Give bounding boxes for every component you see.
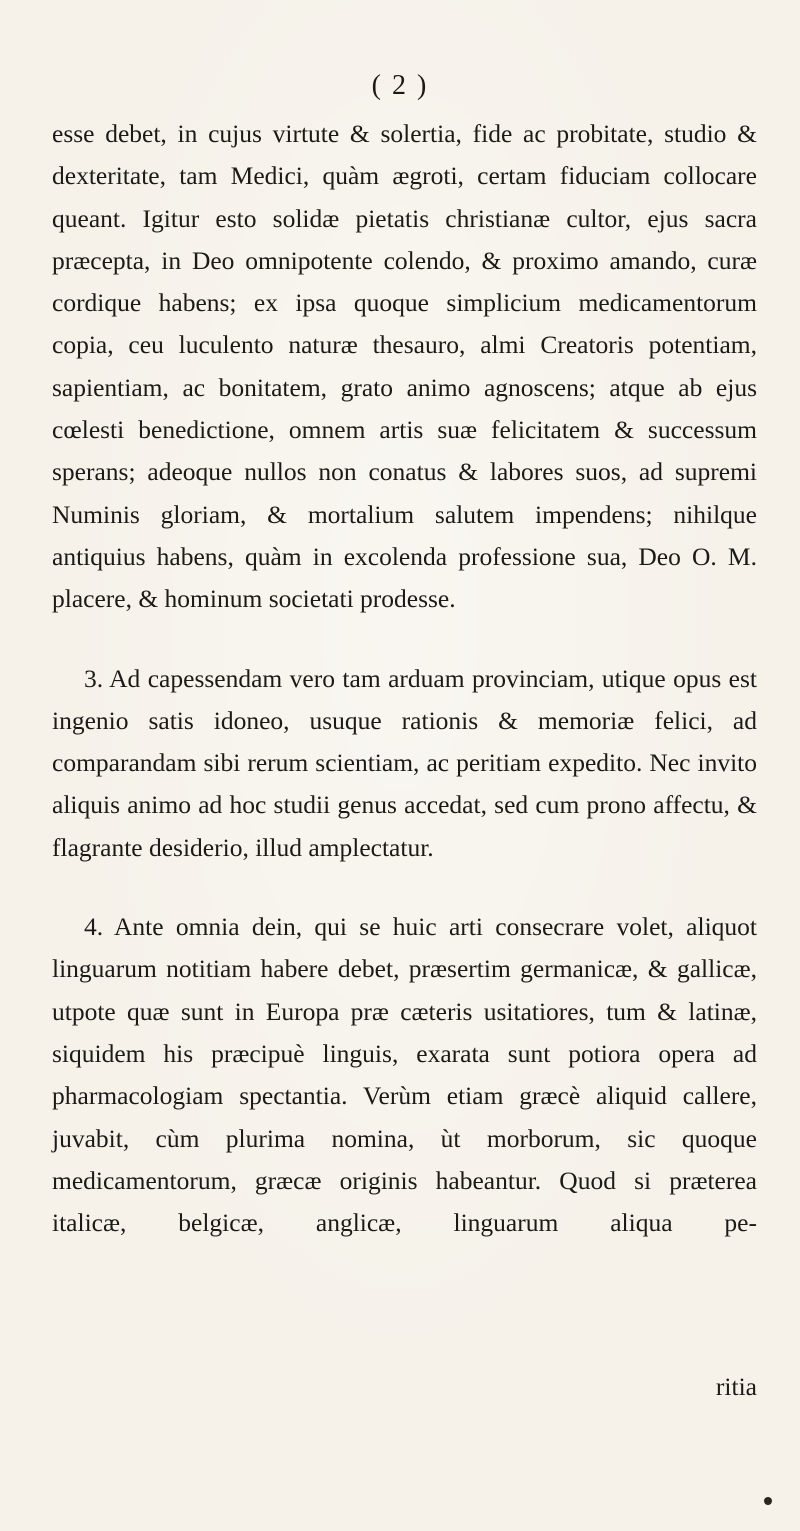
paragraph-continuation: esse debet, in cujus virtute & solertia, fide ac probitate, studio & dexteritate, tam Medici, quàm ægroti, certam fiduciam collocare queant. Igitur esto solidæ pietatis christianæ cultor, ejus sacra præcepta, in Deo omnipotente colendo, & proximo amando, curæ cordique habens; ex ipsa quoque simplicium medicamentorum copia, ceu luculento naturæ thesauro, almi Creatoris potentiam, sapientiam, ac bonitatem, grato animo agnoscens; atque ab ejus cœlesti benedictione, omnem artis suæ felicitatem & successum sperans; adeoque nullos non conatus & labores suos, ad supremi Numinis gloriam, & mortalium salutem impendens; nihilque antiquius habens, quàm in excolenda professione sua, Deo O. M. placere, & hominum societati prodesse.: [52, 119, 757, 614]
paragraph-gap: [52, 869, 757, 906]
body-text: [52, 113, 757, 1244]
paragraph-4: 4. Ante omnia dein, qui se huic arti consecrare volet, aliquot linguarum notitiam habere debet, præsertim germanicæ, & gallicæ, utpote quæ sunt in Europa præ cæteris usitatiores, tum & latinæ, siquidem his præcipuè linguis, exarata sunt potiora opera ad pharmacologiam spectantia. Verùm etiam græcè aliquid callere, juvabit, cùm plurima nomina, ùt morborum, sic quoque medicamentorum, græcæ originis habeantur. Quod si præterea italicæ, belgicæ, anglicæ, linguarum aliqua pe-: [52, 912, 757, 1238]
paragraph-gap: [52, 621, 757, 658]
ink-speck: [764, 1497, 772, 1505]
paragraph-3: 3. Ad capessendam vero tam arduam provinciam, utique opus est ingenio satis idoneo, usuque rationis & memoriæ felici, ad comparandam sibi rerum scientiam, ac peritiam expedito. Nec invito aliquis animo ad hoc studii genus accedat, sed cum prono affectu, & flagrante desiderio, illud amplectatur.: [52, 663, 757, 862]
catchword: ritia: [715, 1372, 757, 1401]
page-number: ( 2 ): [371, 70, 429, 101]
